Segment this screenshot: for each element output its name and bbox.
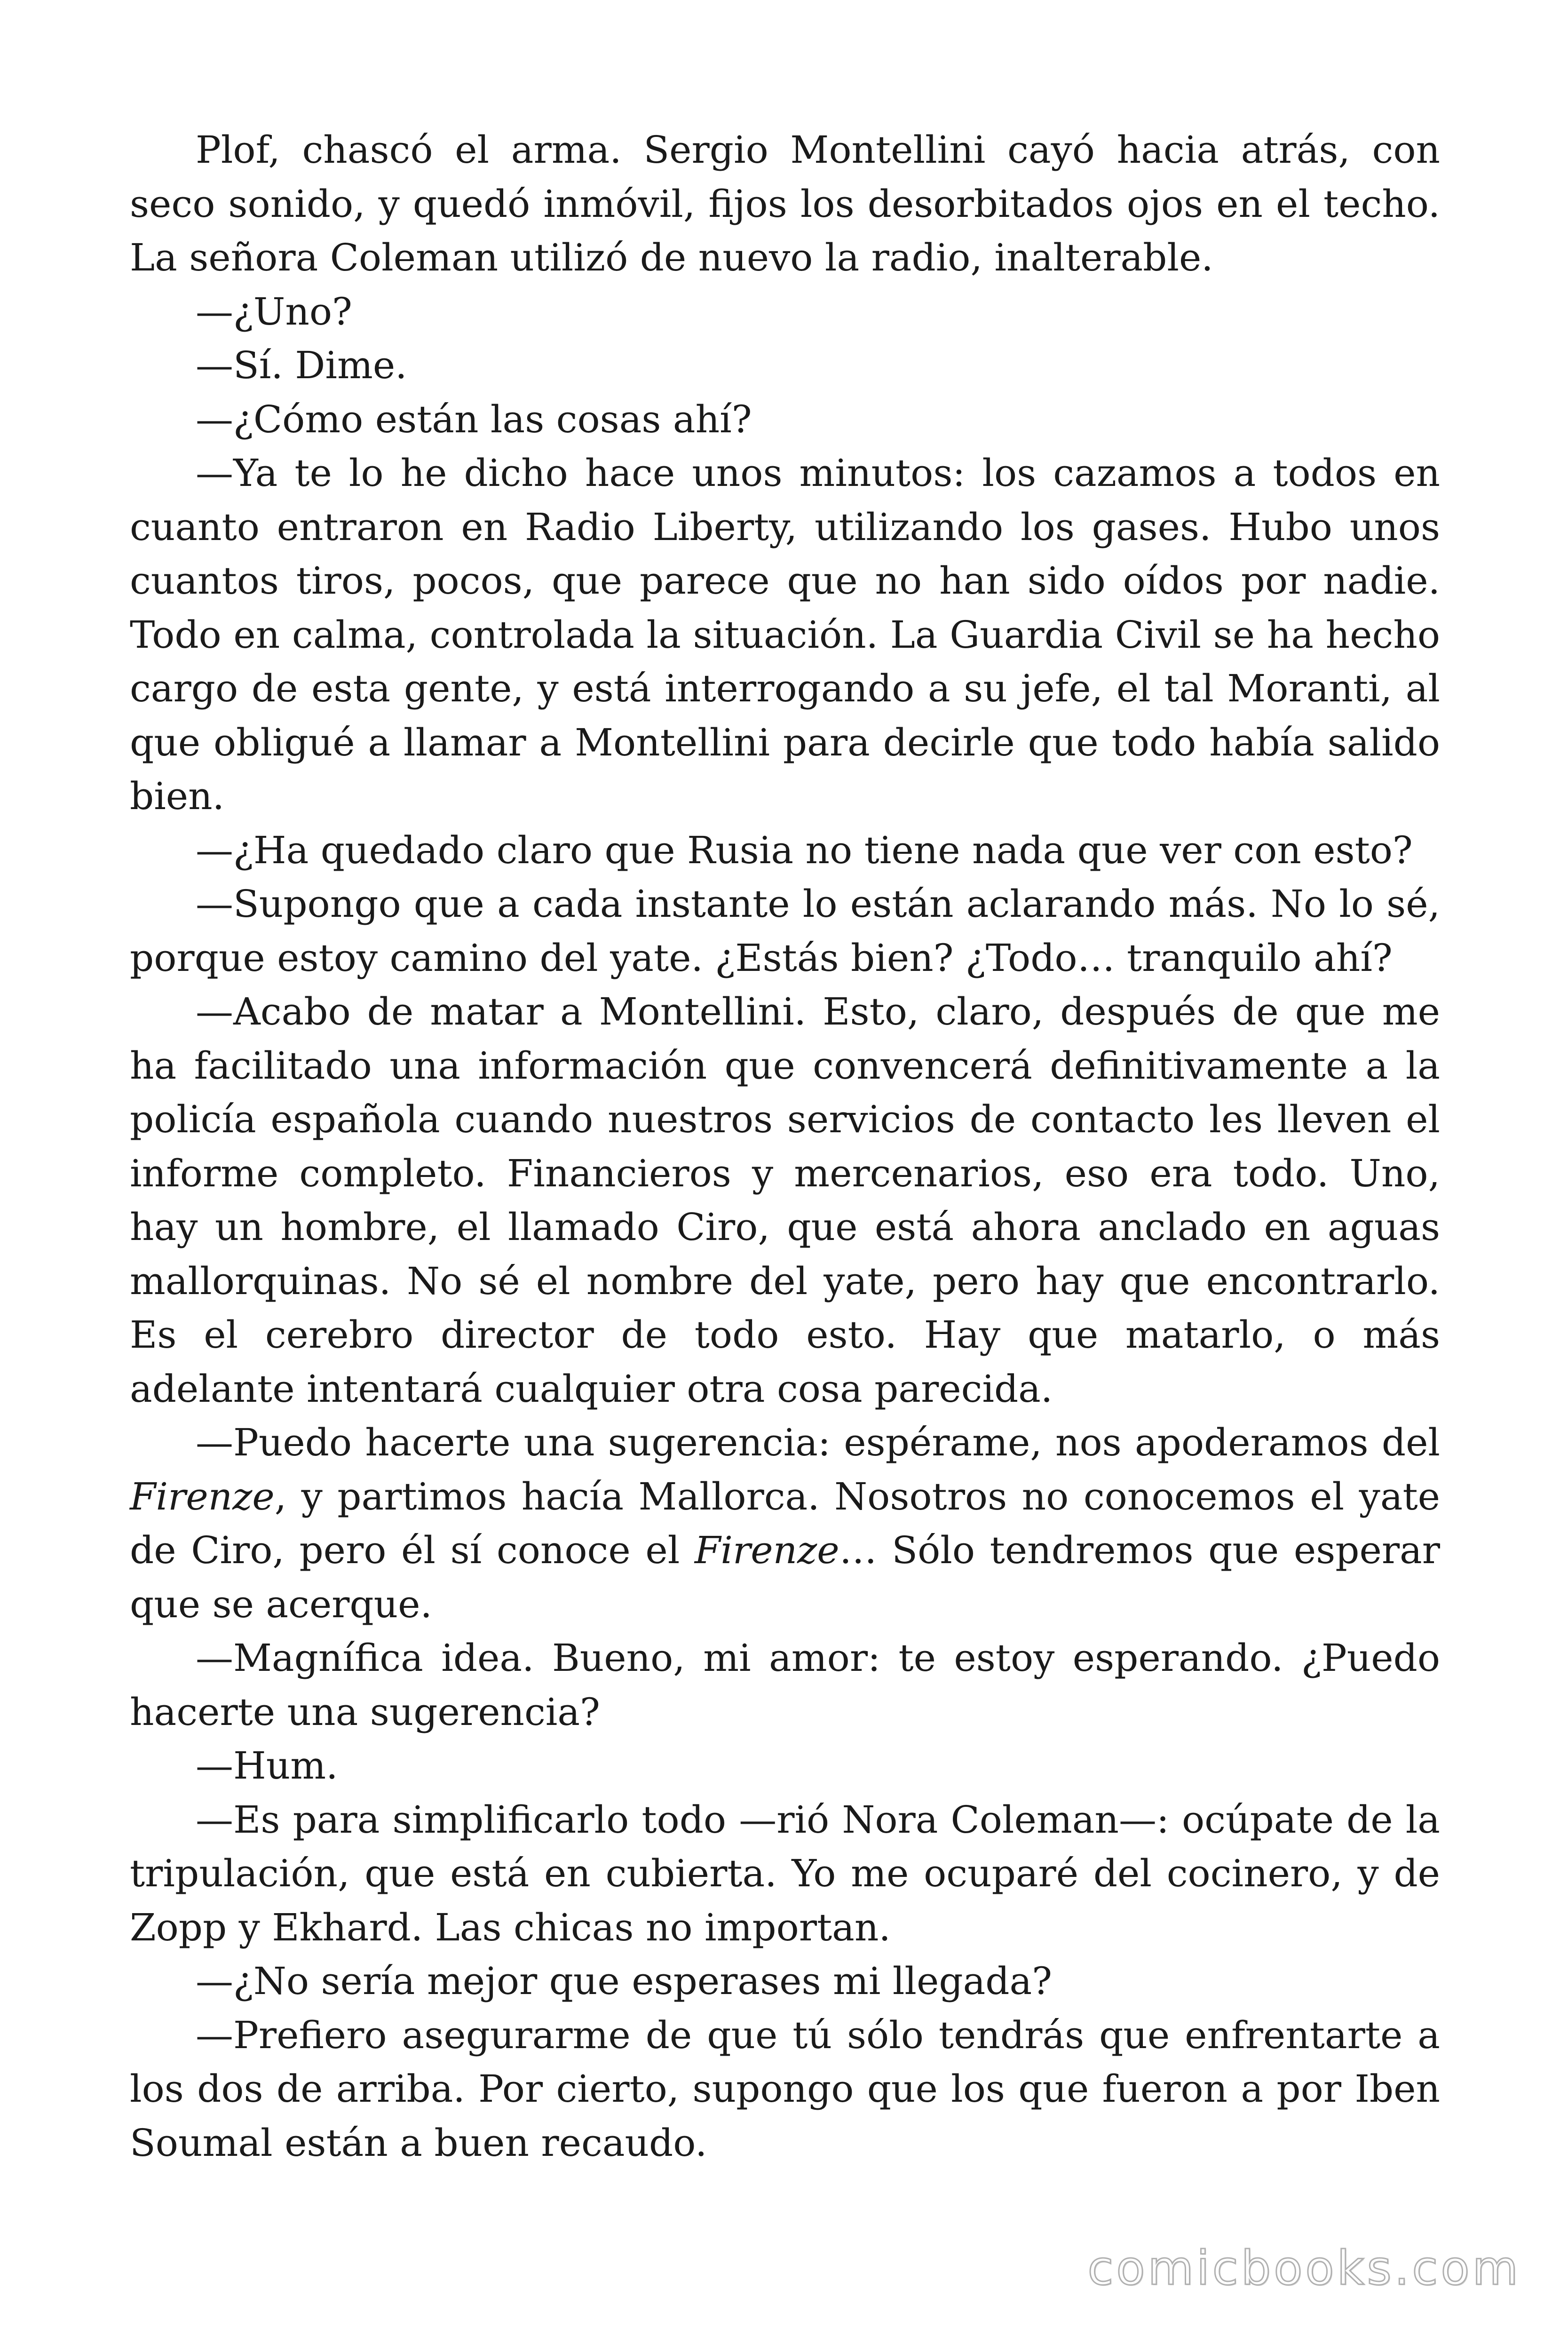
paragraph: —Ya te lo he dicho hace unos minutos: los cazamos a todos en cuanto entraron en Radio Liberty, utilizando los gases. Hubo unos cuantos tiros, pocos, que parece que no han sido oídos por nadie. Todo en calma, controlada la situación. La Guardia Civil se ha hecho cargo de esta gente, y está interrogando a su jefe, el tal Moranti, al que obligué a llamar a Montellini para decirle que todo había salido bien.: [130, 451, 1440, 818]
paragraph: —¿Ha quedado claro que Rusia no tiene nada que ver con esto?: [196, 828, 1413, 872]
ship-name-italic: Firenze: [694, 1528, 839, 1572]
text-run: , y partimos hacía Mallorca. Nosotros no conocemos el yate de Ciro, pero él sí conoce el: [130, 1474, 1440, 1572]
paragraph: —¿Cómo están las cosas ahí?: [196, 397, 752, 441]
paragraph: —Es para simplificarlo todo —rió Nora Coleman—: ocúpate de la tripulación, que está en cubierta. Yo me ocuparé del cocinero, y de Zopp y Ekhard. Las chicas no importan.: [130, 1797, 1440, 1949]
text-run: —Puedo hacerte una sugerencia: espérame, nos apoderamos del: [196, 1421, 1440, 1464]
ship-name-italic: Firenze: [130, 1474, 275, 1518]
paragraph: —Hum.: [196, 1744, 338, 1788]
paragraph: Plof, chascó el arma. Sergio Montellini cayó hacia atrás, con seco sonido, y quedó inmóvil, fijos los desorbitados ojos en el techo. La señora Coleman utilizó de nuevo la radio, inalterable.: [130, 128, 1440, 279]
paragraph: —Sí. Dime.: [196, 343, 407, 387]
paragraph: —¿No sería mejor que esperases mi llegada?: [196, 1959, 1053, 2003]
text-run: … Sólo tendremos que esperar que se acerque.: [130, 1528, 1440, 1626]
paragraph: —Prefiero asegurarme de que tú sólo tendrás que enfrentarte a los dos de arriba. Por cierto, supongo que los que fueron a por Iben Soumal están a buen recaudo.: [130, 2013, 1440, 2165]
paragraph: —Magnífica idea. Bueno, mi amor: te estoy esperando. ¿Puedo hacerte una sugerencia?: [130, 1636, 1440, 1734]
watermark: comicbooks.com: [1087, 2241, 1521, 2296]
paragraph: —¿Uno?: [196, 289, 352, 334]
paragraph: [130, 1416, 1440, 1631]
book-page-body: [130, 123, 1440, 2170]
paragraph: —Acabo de matar a Montellini. Esto, claro, después de que me ha facilitado una información que convencerá definitivamente a la policía española cuando nuestros servicios de contacto les lleven el informe completo. Financieros y mercenarios, eso era todo. Uno, hay un hombre, el llamado Ciro, que está ahora anclado en aguas mallorquinas. No sé el nombre del yate, pero hay que encontrarlo. Es el cerebro director de todo esto. Hay que matarlo, o más adelante intentará cualquier otra cosa parecida.: [130, 990, 1440, 1411]
paragraph: —Supongo que a cada instante lo están aclarando más. No lo sé, porque estoy camino del yate. ¿Estás bien? ¿Todo… tranquilo ahí?: [130, 882, 1440, 980]
